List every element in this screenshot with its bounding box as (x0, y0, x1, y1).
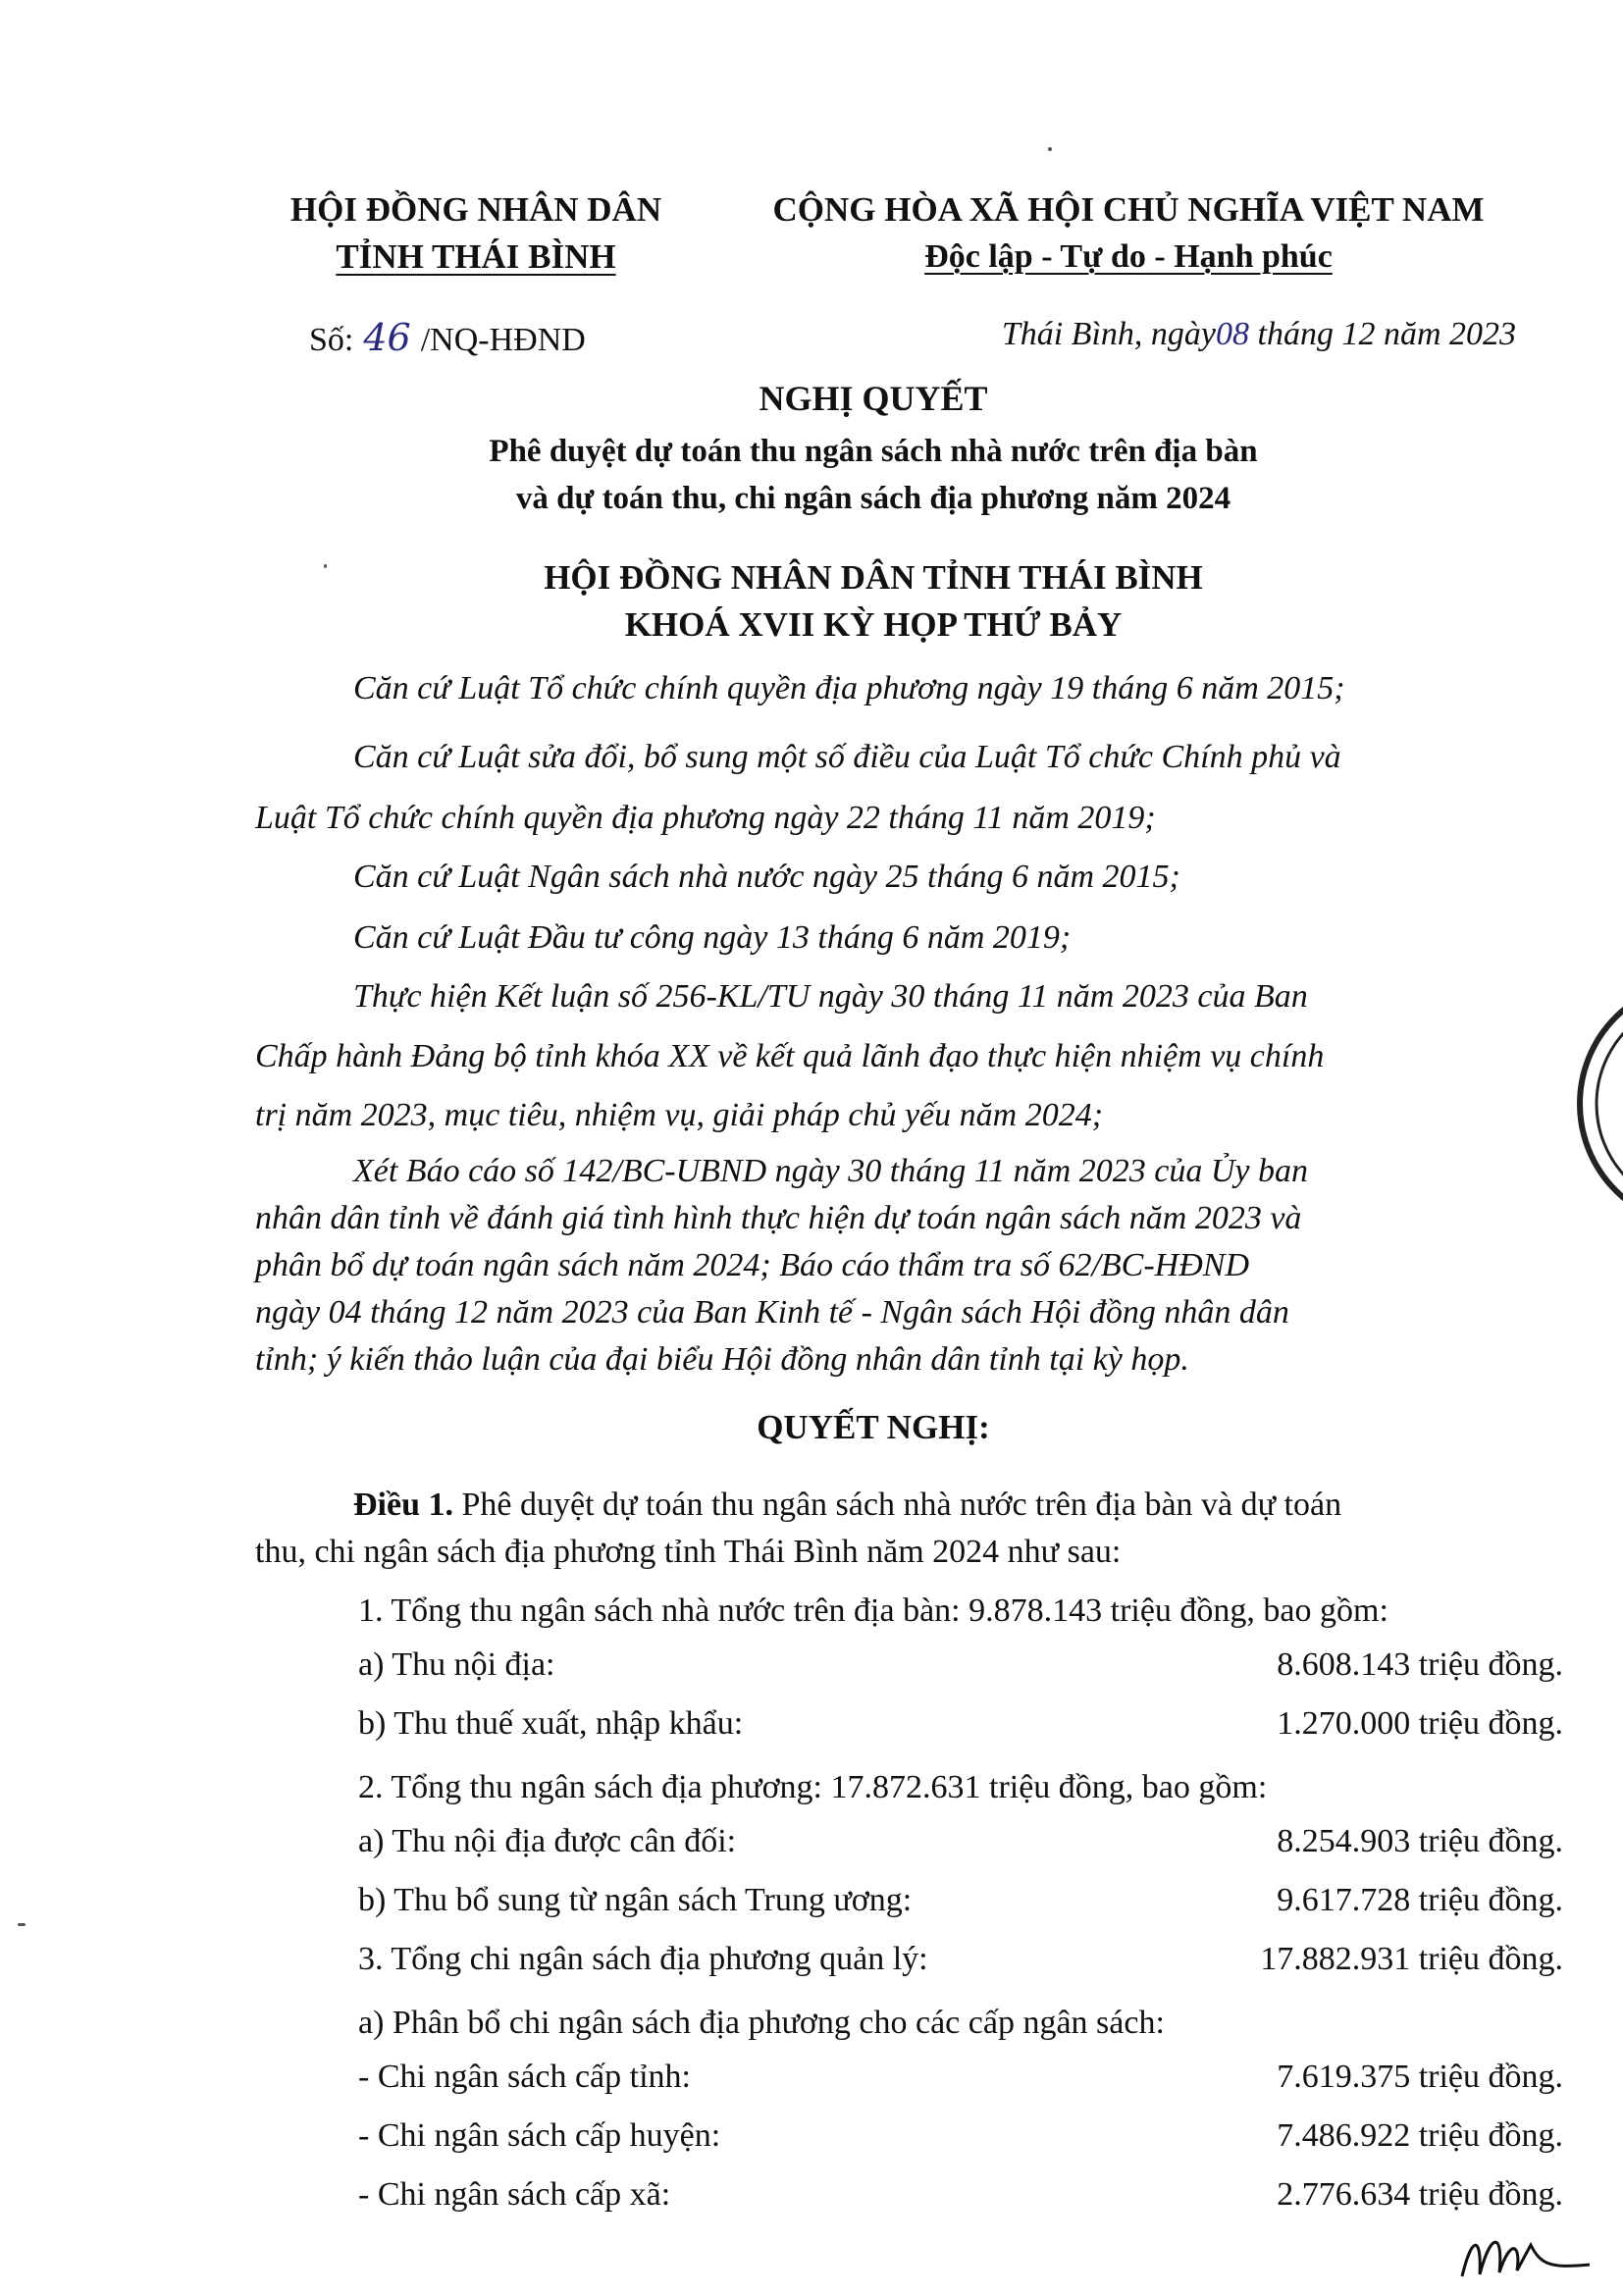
article-1-label: Điều 1. (353, 1487, 453, 1523)
date-month-year: tháng 12 năm 2023 (1257, 316, 1516, 352)
preamble-2-line-1: Căn cứ Luật sửa đổi, bổ sung một số điều của Luật Tổ chức Chính phủ và (353, 739, 1341, 775)
section-2a-value: 8.254.903 triệu đồng. (1277, 1823, 1563, 1859)
scan-speck (18, 1923, 26, 1926)
national-heading (716, 186, 1541, 281)
scan-speck (1048, 147, 1052, 151)
preamble-5-line-3: trị năm 2023, mục tiêu, nhiệm vụ, giải pháp chủ yếu năm 2024; (255, 1097, 1104, 1133)
resolution-heading: QUYẾT NGHỊ: (757, 1408, 990, 1446)
article-1-text: Phê duyệt dự toán thu ngân sách nhà nước trên địa bàn và dự toán (461, 1487, 1342, 1523)
date-day-handwritten: 08 (1216, 316, 1249, 352)
preamble-5-line-1: Thực hiện Kết luận số 256-KL/TU ngày 30 tháng 11 năm 2023 của Ban (353, 978, 1308, 1015)
preamble-6-line-5: tỉnh; ý kiến thảo luận của đại biểu Hội đồng nhân dân tỉnh tại kỳ họp. (255, 1341, 1189, 1378)
authority-line-2: TỈNH THÁI BÌNH (336, 237, 616, 276)
budget-level-provincial-value: 7.619.375 triệu đồng. (1277, 2059, 1563, 2095)
number-suffix: /NQ-HĐND (420, 322, 586, 358)
number-handwritten: 46 (363, 316, 411, 359)
section-2b-label: b) Thu bổ sung từ ngân sách Trung ương: (358, 1882, 913, 1918)
issue-date (922, 316, 1516, 353)
section-1b-row (358, 1705, 1563, 1743)
section-1b-value: 1.270.000 triệu đồng. (1277, 1705, 1563, 1742)
preamble-3: Căn cứ Luật Ngân sách nhà nước ngày 25 tháng 6 năm 2015; (353, 859, 1180, 895)
preamble-1: Căn cứ Luật Tổ chức chính quyền địa phương ngày 19 tháng 6 năm 2015; (353, 670, 1345, 706)
budget-level-district-value: 7.486.922 triệu đồng. (1277, 2117, 1563, 2154)
preamble-5-line-2: Chấp hành Đảng bộ tỉnh khóa XX về kết quả lãnh đạo thực hiện nhiệm vụ chính (255, 1038, 1325, 1074)
council-line-2: KHOÁ XVII KỲ HỌP THỨ BẢY (624, 605, 1123, 644)
scan-speck (324, 564, 327, 568)
preamble-6-line-1: Xét Báo cáo số 142/BC-UBND ngày 30 tháng 11 năm 2023 của Ủy ban (353, 1153, 1308, 1189)
section-3-row (358, 1941, 1563, 1978)
section-1a-value: 8.608.143 triệu đồng. (1277, 1646, 1563, 1683)
authority-line-1: HỘI ĐỒNG NHÂN DÂN (289, 190, 662, 229)
subject-line-1: Phê duyệt dự toán thu ngân sách nhà nước trên địa bàn (489, 434, 1258, 469)
budget-level-provincial-label: - Chi ngân sách cấp tỉnh: (358, 2059, 691, 2095)
section-1-heading: 1. Tổng thu ngân sách nhà nước trên địa bàn: 9.878.143 triệu đồng, bao gồm: (358, 1592, 1388, 1629)
document-subject (236, 428, 1511, 522)
council-line-1: HỘI ĐỒNG NHÂN DÂN TỈNH THÁI BÌNH (544, 558, 1203, 597)
budget-level-commune-row (358, 2176, 1563, 2214)
section-2b-value: 9.617.728 triệu đồng. (1277, 1882, 1563, 1918)
budget-level-district-label: - Chi ngân sách cấp huyện: (358, 2117, 721, 2154)
section-2a-row (358, 1823, 1563, 1860)
section-3-label: 3. Tổng chi ngân sách địa phương quản lý: (358, 1941, 928, 1977)
official-seal-graphic (1555, 966, 1623, 1241)
budget-level-district-row (358, 2117, 1563, 2155)
council-heading (236, 554, 1511, 649)
preamble-6-line-2: nhân dân tỉnh về đánh giá tình hình thực hiện dự toán ngân sách năm 2023 và (255, 1200, 1302, 1236)
section-2b-row (358, 1882, 1563, 1919)
budget-level-commune-value: 2.776.634 triệu đồng. (1277, 2176, 1563, 2213)
preamble-4: Căn cứ Luật Đầu tư công ngày 13 tháng 6 năm 2019; (353, 919, 1072, 956)
preamble-6-line-3: phân bổ dự toán ngân sách năm 2024; Báo cáo thẩm tra số 62/BC-HĐND (255, 1247, 1250, 1283)
budget-level-provincial-row (358, 2059, 1563, 2096)
section-3-value: 17.882.931 triệu đồng. (1260, 1941, 1563, 1977)
section-1a-row (358, 1646, 1563, 1684)
document-type: NGHỊ QUYẾT (759, 379, 988, 418)
preamble-2-line-2: Luật Tổ chức chính quyền địa phương ngày 22 tháng 11 năm 2019; (255, 800, 1156, 836)
issuing-authority (250, 186, 702, 281)
preamble-6-line-4: ngày 04 tháng 12 năm 2023 của Ban Kinh tế - Ngân sách Hội đồng nhân dân (255, 1294, 1289, 1331)
section-3a-heading: a) Phân bổ chi ngân sách địa phương cho các cấp ngân sách: (358, 2005, 1165, 2041)
section-2a-label: a) Thu nội địa được cân đối: (358, 1823, 737, 1859)
number-prefix: Số: (309, 322, 354, 358)
budget-level-commune-label: - Chi ngân sách cấp xã: (358, 2176, 671, 2213)
subject-line-2: và dự toán thu, chi ngân sách địa phương năm 2024 (515, 481, 1231, 516)
initials-signature-graphic (1452, 2225, 1599, 2284)
national-motto: Độc lập - Tự do - Hạnh phúc (924, 238, 1333, 275)
date-place: Thái Bình, ngày (1001, 316, 1216, 352)
section-1a-label: a) Thu nội địa: (358, 1646, 555, 1683)
article-1-line-1 (353, 1482, 1621, 1529)
document-number (309, 316, 586, 359)
section-2-heading: 2. Tổng thu ngân sách địa phương: 17.872.631 triệu đồng, bao gồm: (358, 1769, 1268, 1805)
section-1b-label: b) Thu thuế xuất, nhập khẩu: (358, 1705, 744, 1742)
country-name: CỘNG HÒA XÃ HỘI CHỦ NGHĨA VIỆT NAM (772, 190, 1485, 229)
article-1-line-2: thu, chi ngân sách địa phương tỉnh Thái Bình năm 2024 như sau: (255, 1534, 1122, 1570)
